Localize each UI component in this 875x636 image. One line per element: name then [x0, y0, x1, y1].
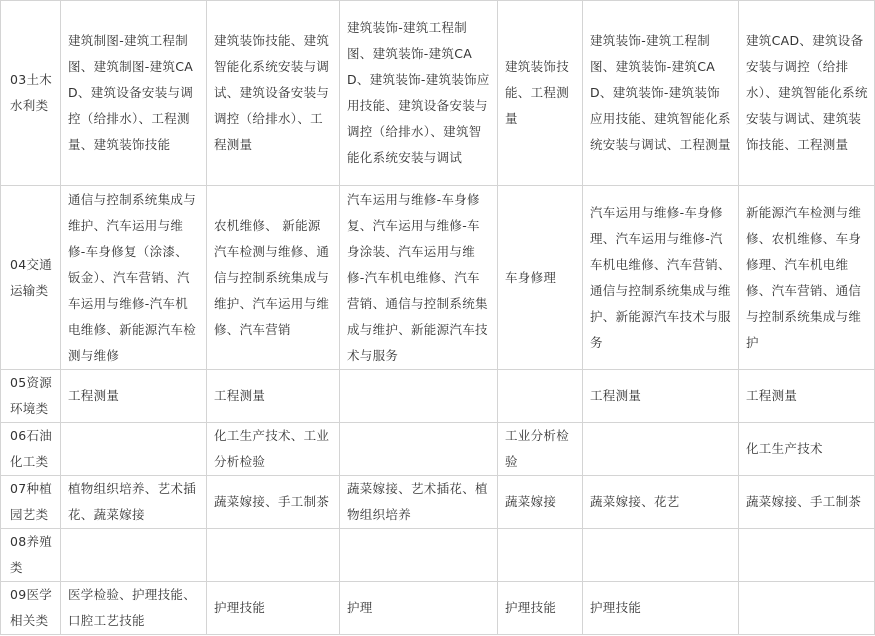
- table-cell: 蔬菜嫁接、手工制茶: [207, 476, 340, 529]
- category-cell: 03土木水利类: [1, 1, 61, 186]
- table-cell: 汽车运用与维修-车身修复、汽车运用与维修-车身涂装、汽车运用与维修-汽车机电维修、汽车营销、通信与控制系统集成与维护、新能源汽车技术与服务: [340, 186, 498, 370]
- table-cell: 建筑装饰-建筑工程制图、建筑装饰-建筑CAD、建筑装饰-建筑装饰应用技能、建筑设备安装与调控（给排水）、建筑智能化系统安装与调试: [340, 1, 498, 186]
- table-cell: 农机维修、 新能源汽车检测与维修、通信与控制系统集成与维护、汽车运用与维修、汽车营销: [207, 186, 340, 370]
- category-cell: 08养殖类: [1, 529, 61, 582]
- table-cell: 通信与控制系统集成与维护、汽车运用与维修-车身修复（涂漆、钣金）、汽车营销、汽车运用与维修-汽车机电维修、新能源汽车检测与维修: [61, 186, 207, 370]
- table-row: [1, 186, 875, 370]
- table-cell: 工程测量: [207, 370, 340, 423]
- category-cell: 05资源环境类: [1, 370, 61, 423]
- table-cell: 蔬菜嫁接、花艺: [583, 476, 739, 529]
- table-cell: 护理技能: [583, 582, 739, 635]
- category-cell: 07种植园艺类: [1, 476, 61, 529]
- table-cell: [498, 370, 583, 423]
- table-cell: 建筑制图-建筑工程制图、建筑制图-建筑CAD、建筑设备安装与调控（给排水）、工程测量、建筑装饰技能: [61, 1, 207, 186]
- table-cell: 建筑CAD、建筑设备安装与调控（给排水）、建筑智能化系统安装与调试、建筑装饰技能、工程测量: [739, 1, 875, 186]
- table-cell: [739, 529, 875, 582]
- table-cell: 工程测量: [61, 370, 207, 423]
- table-cell: 车身修理: [498, 186, 583, 370]
- table-row: [1, 529, 875, 582]
- category-cell: 04交通运输类: [1, 186, 61, 370]
- table-cell: 建筑装饰技能、建筑智能化系统安装与调试、建筑设备安装与调控（给排水）、工程测量: [207, 1, 340, 186]
- category-cell: 09医学相关类: [1, 582, 61, 635]
- table-cell: 工程测量: [739, 370, 875, 423]
- table-cell: [498, 529, 583, 582]
- table-cell: 化工生产技术、工业分析检验: [207, 423, 340, 476]
- table-cell: [340, 423, 498, 476]
- table-row: [1, 582, 875, 635]
- table-cell: [61, 423, 207, 476]
- table-cell: [583, 529, 739, 582]
- table-cell: 护理技能: [498, 582, 583, 635]
- table-cell: 工程测量: [583, 370, 739, 423]
- table-row: [1, 1, 875, 186]
- table-cell: 建筑装饰-建筑工程制图、建筑装饰-建筑CAD、建筑装饰-建筑装饰应用技能、建筑智能化系统安装与调试、工程测量: [583, 1, 739, 186]
- table-cell: 蔬菜嫁接、手工制茶: [739, 476, 875, 529]
- table-cell: 工业分析检验: [498, 423, 583, 476]
- category-cell: 06石油化工类: [1, 423, 61, 476]
- table-row: [1, 476, 875, 529]
- table-cell: [583, 423, 739, 476]
- table-cell: 新能源汽车检测与维修、农机维修、车身修理、汽车机电维修、汽车营销、通信与控制系统集成与维护: [739, 186, 875, 370]
- table-cell: 护理: [340, 582, 498, 635]
- table-cell: 医学检验、护理技能、口腔工艺技能: [61, 582, 207, 635]
- table-row: [1, 370, 875, 423]
- table-cell: 蔬菜嫁接: [498, 476, 583, 529]
- table-cell: [207, 529, 340, 582]
- table-cell: 化工生产技术: [739, 423, 875, 476]
- table-cell: 汽车运用与维修-车身修理、汽车运用与维修-汽车机电维修、汽车营销、通信与控制系统集成与维护、新能源汽车技术与服务: [583, 186, 739, 370]
- table-cell: 建筑装饰技能、工程测量: [498, 1, 583, 186]
- table-cell: [61, 529, 207, 582]
- table-row: [1, 423, 875, 476]
- table-cell: [739, 582, 875, 635]
- table-cell: [340, 370, 498, 423]
- table-cell: [340, 529, 498, 582]
- table-cell: 植物组织培养、艺术插花、蔬菜嫁接: [61, 476, 207, 529]
- table-cell: 蔬菜嫁接、艺术插花、植物组织培养: [340, 476, 498, 529]
- table-cell: 护理技能: [207, 582, 340, 635]
